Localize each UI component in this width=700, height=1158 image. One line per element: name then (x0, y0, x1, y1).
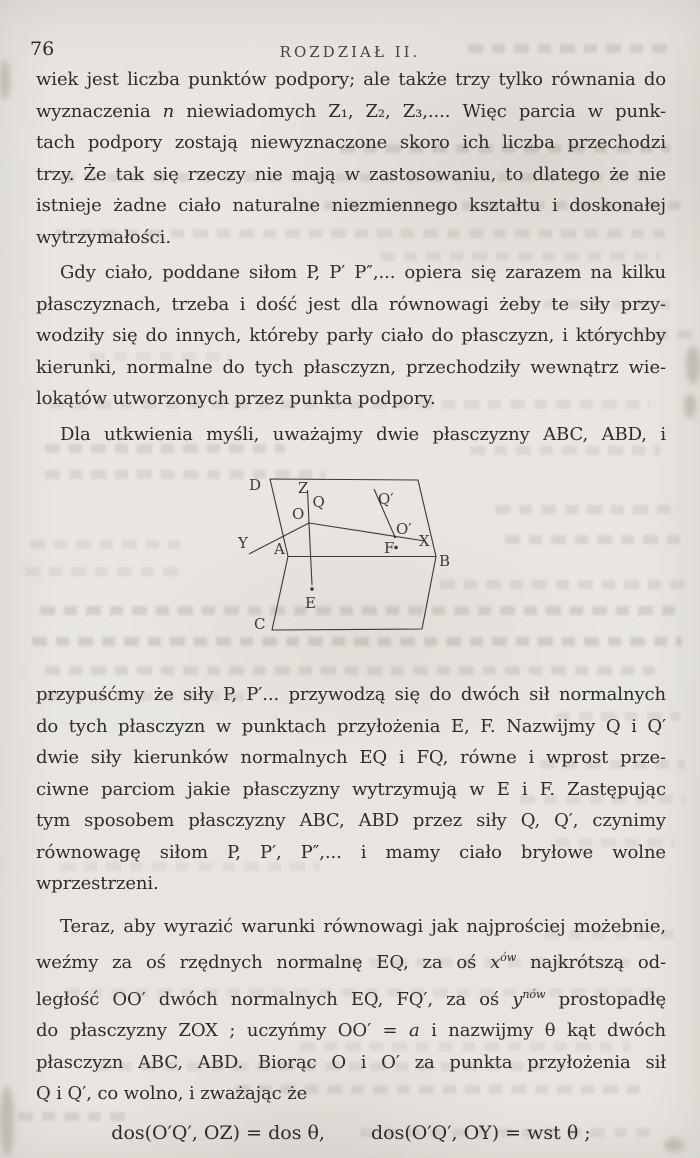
text-line: do tych płasczyzn w punktach przyłożenia E, F. Nazwijmy Q i Q′ (36, 715, 666, 737)
label-c: C (254, 615, 266, 633)
scan-smudge (0, 1086, 14, 1156)
label-q: Q (312, 493, 325, 511)
chapter-header: ROZDZIAŁ II. (279, 43, 421, 61)
label-x: X (419, 532, 430, 550)
text-line: Q i Q′, co wolno, i zważając że (36, 1083, 308, 1104)
figure-diagram (190, 466, 490, 653)
text-line: lokątów utworzonych przez punkta podpory. (36, 388, 436, 409)
axis-z-e-line (308, 490, 313, 585)
equation-left: dos(O′Q′, OZ) = dos θ, (111, 1121, 325, 1144)
text-line: Dla utkwienia myśli, uważajmy dwie płasczyzny ABC, ABD, i (60, 423, 666, 445)
text-line: przypuśćmy że siły P, P′... przywodzą się do dwóch sił normalnych (36, 684, 666, 705)
label-q-prime: Q′ (378, 490, 394, 508)
equation-row (36, 1118, 666, 1148)
scan-smudge (664, 1138, 684, 1152)
paragraph (36, 419, 666, 451)
scan-smudge (0, 60, 10, 100)
text-line: trzy. Że tak się rzeczy nie mają w zastosowaniu, to dlatego że nie (36, 163, 666, 185)
text-line: ciwne parciom jakie płasczyzny wytrzymują w E i F. Zastępując (36, 778, 666, 800)
paragraph (36, 257, 666, 415)
scan-smudge (684, 394, 696, 418)
text-line: wytrzymałości. (36, 226, 171, 248)
text-line: tach podpory zostają niewyznaczone skoro ich liczba przechodzi (36, 132, 666, 153)
label-o-prime: O′ (396, 520, 412, 538)
body-text (36, 64, 666, 1148)
text-line: kierunki, normalne do tych płasczyzn, przechodziły wewnątrz wie- (36, 356, 666, 378)
label-o: O (292, 505, 305, 523)
label-y: Y (238, 534, 248, 552)
text-line: tym sposobem płasczyzny ABC, ABD przez siły Q, Q′, czynimy (36, 810, 666, 831)
paragraph (36, 64, 666, 253)
text-line: istnieje żadne ciało naturalne niezmiennego kształtu i doskonałej (36, 195, 666, 216)
text-line: płasczyzn ABC, ABD. Biorąc O i O′ za punkta przyłożenia sił (36, 1051, 666, 1073)
label-d: D (249, 476, 262, 494)
scan-smudge (686, 346, 700, 384)
label-b: B (439, 552, 451, 570)
text-line: płasczyznach, trzeba i dość jest dla równowagi żeby te siły przy- (36, 293, 666, 315)
figure-svg (190, 466, 490, 653)
text-above-figure (36, 64, 666, 450)
equation-right: dos(O′Q′, OY) = wst θ ; (370, 1121, 591, 1144)
text-line: do płasczyzny ZOX ; uczyńmy OO′ = a i nazwijmy θ kąt dwóch (36, 1020, 666, 1041)
text-line: Gdy ciało, poddane siłom P, P′ P″,... opiera się zarazem na kilku (60, 262, 666, 283)
text-line: wiek jest liczba punktów podpory; ale także trzy tylko równania do (36, 69, 666, 90)
text-line: równowagę siłom P, P′, P″,... i mamy ciało bryłowe wolne (36, 841, 666, 863)
point-f-dot (394, 546, 398, 550)
text-line: wodziły się do innych, któreby parły ciało do płasczyzn, i którychby (36, 325, 666, 346)
page-number: 76 (30, 38, 55, 60)
text-below-figure (36, 679, 666, 1110)
text-line: wprzestrzeni. (36, 873, 159, 894)
paragraph (36, 679, 666, 900)
label-z: Z (298, 479, 309, 497)
text-line: wyznaczenia n niewiadomych Z₁, Z₂, Z₃,.... Więc parcia w punk- (36, 100, 666, 122)
plane-abc-outline (272, 557, 436, 631)
label-e: E (305, 594, 316, 612)
text-line: ległość OO′ dwóch normalnych EQ, FQ′, za oś $y^{nów}$ prostopadłę (36, 987, 667, 1010)
paragraph (36, 911, 666, 1110)
point-e-dot (310, 587, 314, 591)
text-line: Teraz, aby wyrazić warunki równowagi jak najprościej możebnie, (60, 915, 666, 937)
text-line: weźmy za oś rzędnych normalnę EQ, za oś $x^{ów}$ najkrótszą od- (36, 951, 667, 973)
label-a: A (274, 540, 285, 558)
text-line: dwie siły kierunków normalnych EQ i FQ, równe i wprost prze- (36, 747, 666, 768)
label-f: F (384, 539, 395, 557)
